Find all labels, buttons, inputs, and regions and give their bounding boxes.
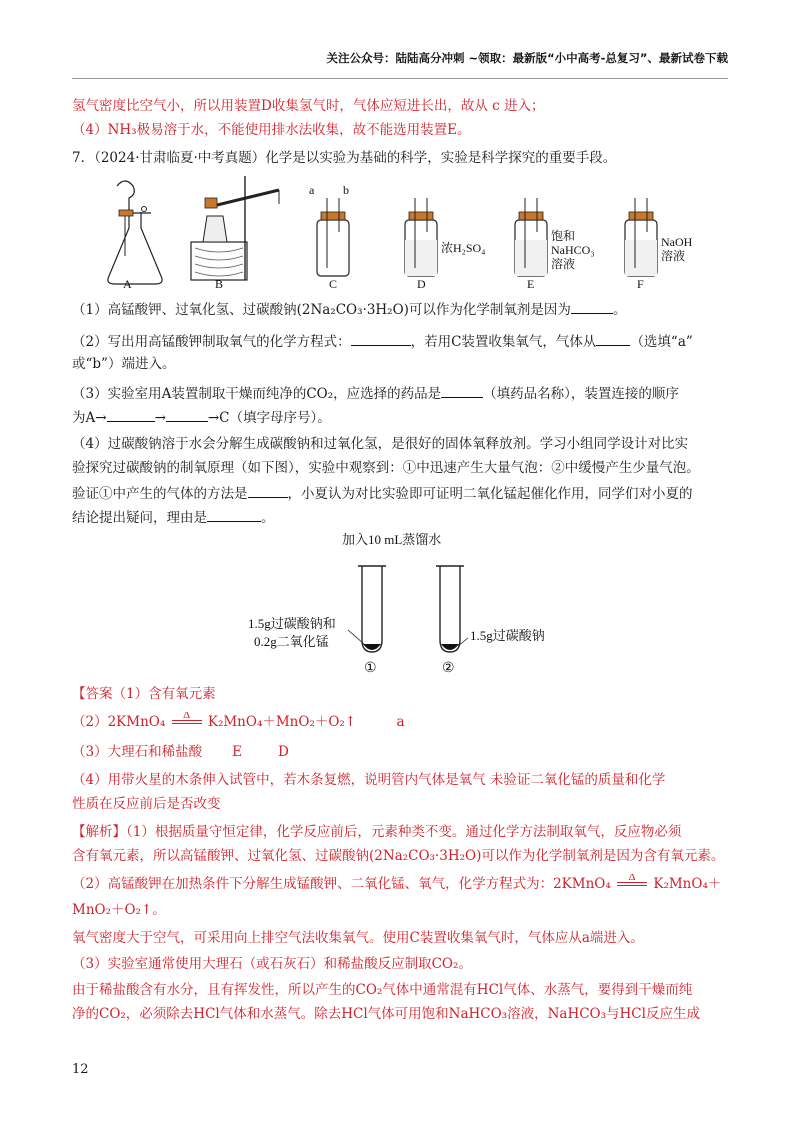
apparatus-diagram: [95, 176, 695, 292]
header-divider: [72, 78, 728, 79]
apparatus-a-label: A: [123, 277, 132, 291]
apparatus-a: [108, 181, 162, 291]
f-liquid-line-1: NaOH: [661, 235, 693, 249]
answer-3: （3）大理石和稀盐酸 E D: [72, 744, 289, 760]
tube-1-label-2: 0.2g二氧化锰: [254, 634, 329, 649]
q3-drug-blank[interactable]: [441, 382, 483, 398]
q3-order-blank-1[interactable]: [107, 406, 155, 422]
page-number: 12: [72, 1062, 89, 1077]
q4-line-1: （4）过碳酸钠溶于水会分解生成碳酸钠和过氧化氢，是很好的固体氧释放剂。学习小组同学设计对比实: [72, 436, 689, 452]
q2-equation-blank[interactable]: [351, 330, 411, 346]
q2-line-2: 或“b”）端进入。: [72, 356, 176, 372]
analysis-line-3: （2）高锰酸钾在加热条件下分解生成锰酸钾、二氧化锰、氧气，化学方程式为：2KMnO₄ Δ K₂MnO₄＋: [72, 874, 722, 892]
port-b-label: b: [343, 183, 349, 197]
q4-method-blank[interactable]: [248, 482, 288, 498]
analysis-line-2: 含有氧元素，所以高锰酸钾、过氧化氢、过碳酸钠(2Na₂CO₃·3H₂O)可以作为化学制氧剂是因为含有氧元素。: [72, 848, 725, 864]
test-tube-1: [348, 566, 386, 652]
tube-top-label: 加入10 mL蒸馏水: [342, 532, 442, 547]
intro-line-2: （4）NH₃极易溶于水，不能使用排水法收集，故不能选用装置E。: [72, 122, 471, 138]
analysis-line-7: 由于稀盐酸含有水分，且有挥发性，所以产生的CO₂气体中通常混有HCl气体、水蒸气，要得到干燥而纯: [72, 982, 693, 998]
answer-4-line-1: （4）用带火星的木条伸入试管中，若木条复燃，说明管内气体是氧气 未验证二氧化锰的质量和化学: [72, 772, 666, 788]
test-tube-figure: [240, 528, 580, 676]
apparatus-d-label: D: [417, 277, 426, 291]
d-liquid-label: 浓H₂SO₄: [441, 241, 486, 255]
e-liquid-line-3: 溶液: [551, 257, 576, 271]
tube-1-label-1: 1.5g过碳酸钠和: [248, 616, 336, 631]
q3-order-blank-2[interactable]: [166, 406, 208, 422]
apparatus-c: [309, 183, 349, 291]
q4-reason-blank[interactable]: [207, 506, 261, 522]
apparatus-f-label: F: [637, 277, 644, 291]
tube-2-mark: ②: [442, 661, 455, 676]
q2-port-blank[interactable]: [596, 330, 630, 346]
analysis-line-5: 氧气密度大于空气，可采用向上排空气法收集氧气。使用C装置收集氧气时，气体应从a端进入。: [72, 930, 644, 946]
port-a-label: a: [309, 183, 315, 197]
tube-2-label: 1.5g过碳酸钠: [470, 628, 545, 643]
test-tube-2: [436, 566, 468, 652]
tube-1-mark: ①: [364, 661, 377, 676]
apparatus-f: [625, 198, 693, 291]
analysis-line-1: 【解析】（1）根据质量守恒定律，化学反应前后，元素种类不变。通过化学方法制取氧气，反应物必须: [72, 824, 682, 840]
analysis-line-8: 净的CO₂，必须除去HCl气体和水蒸气。除去HCl气体可用饱和NaHCO₃溶液，NaHCO₃与HCl反应生成: [72, 1006, 700, 1022]
apparatus-e-label: E: [527, 277, 535, 291]
q2-line: （2）写出用高锰酸钾制取氧气的化学方程式： ，若用C装置收集氧气，气体从 （选填“a”: [72, 330, 732, 352]
q4-line-4: 结论提出疑问，理由是 。: [72, 506, 732, 528]
q3-line-2: 为A→ → →C（填字母序号）。: [72, 406, 732, 428]
intro-line-1: 氢气密度比空气小，所以用装置D收集氢气时，气体应短进长出，故从 c 进入；: [72, 98, 545, 114]
apparatus-d: [405, 198, 485, 291]
question-stem: 7．（2024·甘肃临夏·中考真题）化学是以实验为基础的科学，实验是科学探究的重要手段。: [72, 150, 617, 166]
answer-4-line-2: 性质在反应前后是否改变: [72, 796, 221, 812]
q4-line-3: 验证①中产生的气体的方法是 ，小夏认为对比实验即可证明二氧化锰起催化作用，同学们对小夏的: [72, 482, 732, 504]
q1-blank[interactable]: [571, 298, 613, 314]
apparatus-c-label: C: [329, 277, 338, 291]
apparatus-b: [191, 176, 279, 291]
e-liquid-line-1: 饱和: [551, 229, 576, 243]
q1-line: （1）高锰酸钾、过氧化氢、过碳酸钠(2Na₂CO₃·3H₂O)可以作为化学制氧剂是因为 。: [72, 298, 732, 320]
f-liquid-line-2: 溶液: [661, 249, 686, 263]
apparatus-b-label: B: [215, 277, 224, 291]
q3-line: （3）实验室用A装置制取干燥而纯净的CO₂，应选择的药品是 （填药品名称），装置连接的顺序: [72, 382, 732, 404]
analysis-line-6: （3）实验室通常使用大理石（或石灰石）和稀盐酸反应制取CO₂。: [72, 956, 472, 972]
q4-line-2: 验探究过碳酸钠的制氧原理（如下图），实验中观察到：①中迅速产生大量气泡：②中缓慢产生少量气泡。: [72, 460, 700, 476]
answer-1: 【答案（1）含有氧元素: [72, 686, 216, 702]
e-liquid-line-2: NaHCO₃: [551, 243, 595, 257]
apparatus-e: [515, 198, 595, 291]
answer-2: （2）2KMnO₄ Δ K₂MnO₄＋MnO₂＋O₂↑ a: [72, 712, 405, 730]
analysis-line-4: MnO₂＋O₂↑。: [72, 902, 166, 918]
header-note: 关注公众号：陆陆高分冲刺 ~领取：最新版“小中高考-总复习”、最新试卷下载: [326, 51, 728, 65]
